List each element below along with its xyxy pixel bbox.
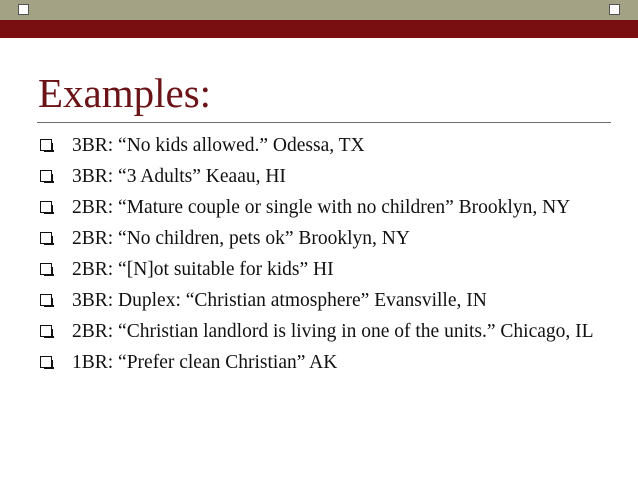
square-bullet-icon <box>40 325 52 337</box>
bullet-item <box>39 351 599 374</box>
bullet-text: 2BR: “Mature couple or single with no children” Brooklyn, NY <box>72 197 571 218</box>
corner-square-left-icon <box>18 4 29 15</box>
square-bullet-icon <box>40 201 52 213</box>
bullet-text: 2BR: “[N]ot suitable for kids” HI <box>72 259 334 280</box>
square-bullet-icon <box>40 263 52 275</box>
bullet-text: 3BR: Duplex: “Christian atmosphere” Evansville, IN <box>72 290 487 311</box>
bullet-list <box>39 134 599 382</box>
square-bullet-icon <box>40 294 52 306</box>
bullet-item <box>39 196 599 219</box>
title-divider <box>37 122 611 123</box>
bullet-text: 1BR: “Prefer clean Christian” AK <box>72 352 338 373</box>
bullet-item <box>39 134 599 157</box>
bullet-item <box>39 320 599 343</box>
corner-square-right-icon <box>609 4 620 15</box>
slide-title: Examples: <box>38 70 212 116</box>
top-band-maroon <box>0 20 638 38</box>
top-band-olive <box>0 0 638 20</box>
bullet-text: 2BR: “No children, pets ok” Brooklyn, NY <box>72 228 410 249</box>
square-bullet-icon <box>40 232 52 244</box>
bullet-item <box>39 258 599 281</box>
bullet-text: 3BR: “3 Adults” Keaau, HI <box>72 166 286 187</box>
square-bullet-icon <box>40 170 52 182</box>
square-bullet-icon <box>40 139 52 151</box>
bullet-item <box>39 227 599 250</box>
bullet-text: 3BR: “No kids allowed.” Odessa, TX <box>72 135 365 156</box>
bullet-item <box>39 165 599 188</box>
bullet-item <box>39 289 599 312</box>
top-banner <box>0 0 638 40</box>
bullet-text: 2BR: “Christian landlord is living in one of the units.” Chicago, IL <box>72 321 594 342</box>
square-bullet-icon <box>40 356 52 368</box>
